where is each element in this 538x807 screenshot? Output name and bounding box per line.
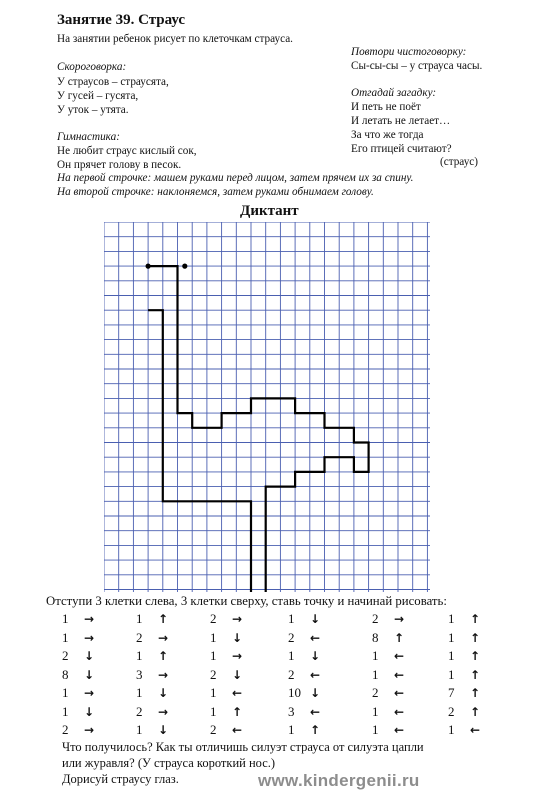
riddle-label: Отгадай загадку: (351, 87, 437, 99)
direction-arrow-icon: ↑ (470, 612, 481, 626)
step-count: 2 (288, 629, 295, 645)
direction-arrow-icon: ↓ (310, 612, 321, 626)
direction-arrow-icon: → (232, 612, 243, 626)
step-count: 10 (288, 685, 301, 700)
direction-arrow-icon: ↓ (310, 686, 321, 700)
direction-arrow-icon: → (394, 612, 405, 626)
command-step (372, 666, 442, 685)
direction-arrow-icon: → (84, 686, 95, 700)
dictation-title: Диктант (240, 203, 299, 219)
command-step (448, 684, 518, 703)
step-count: 2 (62, 722, 69, 737)
tongue-twister-line: У страусов – страусята, (57, 76, 169, 88)
command-step (210, 610, 280, 629)
command-step (62, 721, 132, 740)
step-count: 1 (448, 666, 455, 682)
step-count: 2 (136, 703, 143, 719)
step-count: 2 (62, 648, 69, 663)
direction-arrow-icon: ↓ (158, 723, 169, 737)
direction-arrow-icon: ← (232, 686, 243, 700)
direction-arrow-icon: ↓ (84, 667, 95, 682)
command-step (136, 684, 206, 703)
direction-arrow-icon: ↑ (158, 612, 169, 626)
direction-arrow-icon: ↓ (84, 649, 95, 663)
step-count: 8 (372, 629, 379, 645)
direction-arrow-icon: → (84, 630, 95, 645)
step-count: 2 (210, 611, 217, 626)
command-step (210, 721, 280, 740)
step-count: 1 (210, 685, 217, 700)
tongue-twister-line: У гусей – гусята, (57, 90, 139, 102)
direction-arrow-icon: ↑ (470, 667, 481, 682)
step-count: 1 (448, 648, 455, 663)
command-step (288, 610, 358, 629)
gymnastics-line: Не любит страус кислый сок, (57, 145, 197, 157)
gymnastics-note: На первой строчке: машем руками перед лицом, затем прячем их за спину. (57, 172, 414, 184)
step-count: 1 (136, 611, 143, 626)
page-title: Занятие 39. Страус (57, 12, 186, 28)
riddle-line: И летать не летает… (351, 115, 451, 127)
command-step (136, 703, 206, 722)
command-column (62, 610, 132, 740)
step-count: 1 (372, 648, 379, 663)
direction-arrow-icon: ← (394, 723, 405, 737)
command-step (136, 666, 206, 685)
step-count: 1 (62, 629, 69, 645)
command-step (448, 629, 518, 648)
command-step (210, 629, 280, 648)
step-count: 8 (62, 666, 69, 682)
direction-arrow-icon: ↑ (470, 630, 481, 645)
direction-arrow-icon: ↓ (158, 686, 169, 700)
direction-arrow-icon: ← (394, 686, 405, 700)
command-column (372, 610, 442, 740)
direction-arrow-icon: → (158, 630, 169, 645)
command-column (210, 610, 280, 740)
step-count: 7 (448, 685, 455, 700)
intro-text: На занятии ребенок рисует по клеточкам страуса. (57, 33, 293, 45)
direction-arrow-icon: ← (310, 667, 321, 682)
gymnastics-line: Он прячет голову в песок. (57, 159, 182, 171)
direction-arrow-icon: ↓ (232, 630, 243, 645)
step-count: 2 (136, 629, 143, 645)
gymnastics-label: Гимнастика: (57, 131, 120, 143)
direction-arrow-icon: → (84, 723, 95, 737)
command-step (372, 610, 442, 629)
command-step (448, 703, 518, 722)
clean-talk-text: Сы-сы-сы – у страуса часы. (351, 60, 483, 72)
command-step (448, 647, 518, 666)
command-step (62, 629, 132, 648)
step-count: 1 (288, 611, 295, 626)
task-line: Дорисуй страусу глаз. (62, 772, 179, 786)
step-count: 3 (136, 666, 143, 682)
direction-arrow-icon: ← (394, 649, 405, 663)
step-count: 1 (210, 629, 217, 645)
graph-paper-grid (104, 222, 430, 592)
command-step (288, 684, 358, 703)
command-step (288, 647, 358, 666)
command-step (288, 666, 358, 685)
direction-arrow-icon: ← (394, 704, 405, 719)
command-step (136, 610, 206, 629)
step-count: 1 (62, 685, 69, 700)
direction-arrow-icon: ↑ (394, 630, 405, 645)
direction-arrow-icon: ← (310, 704, 321, 719)
command-step (210, 666, 280, 685)
command-step (372, 629, 442, 648)
direction-arrow-icon: ← (470, 723, 481, 737)
step-count: 1 (372, 666, 379, 682)
direction-arrow-icon: ↑ (470, 649, 481, 663)
gymnastics-note: На второй строчке: наклоняемся, затем руками обнимаем голову. (57, 186, 374, 198)
command-step (288, 703, 358, 722)
command-step (136, 629, 206, 648)
step-count: 1 (62, 611, 69, 626)
question-line: Что получилось? Как ты отличишь силуэт страуса от силуэта цапли (62, 740, 424, 754)
step-count: 2 (210, 666, 217, 682)
step-count: 1 (210, 703, 217, 719)
riddle-line: И петь не поёт (351, 101, 421, 113)
tongue-twister-label: Скороговорка: (57, 61, 127, 73)
direction-arrow-icon: → (158, 704, 169, 719)
direction-arrow-icon: ← (310, 630, 321, 645)
direction-arrow-icon: ← (232, 723, 243, 737)
step-count: 1 (372, 703, 379, 719)
direction-arrow-icon: → (84, 612, 95, 626)
direction-arrow-icon: ↑ (470, 704, 481, 719)
clean-talk-label: Повтори чистоговорку: (351, 46, 467, 58)
step-count: 1 (62, 703, 69, 719)
step-count: 1 (136, 722, 143, 737)
tongue-twister-line: У уток – утята. (57, 104, 129, 116)
site-watermark: www.kindergenii.ru (258, 771, 420, 790)
step-count: 2 (288, 666, 295, 682)
command-step (62, 684, 132, 703)
step-count: 1 (288, 722, 295, 737)
direction-arrow-icon: ↓ (232, 667, 243, 682)
dictation-instruction: Отступи 3 клетки слева, 3 клетки сверху, ставь точку и начинай рисовать: (46, 594, 447, 608)
step-count: 2 (448, 703, 455, 719)
step-count: 1 (448, 611, 455, 626)
step-count: 1 (136, 648, 143, 663)
command-step (448, 666, 518, 685)
command-step (372, 684, 442, 703)
command-step (210, 684, 280, 703)
command-step (62, 703, 132, 722)
step-count: 1 (136, 685, 143, 700)
direction-arrow-icon: → (158, 667, 169, 682)
ostrich-outline (148, 266, 369, 592)
riddle-line: Его птицей считают? (351, 143, 452, 155)
command-step (210, 647, 280, 666)
direction-arrow-icon: ↑ (310, 723, 321, 737)
command-step (62, 610, 132, 629)
direction-arrow-icon: → (232, 649, 243, 663)
riddle-answer: (страус) (440, 156, 478, 168)
start-dot (146, 264, 151, 269)
step-count: 3 (288, 703, 295, 719)
command-step (288, 721, 358, 740)
command-column (136, 610, 206, 740)
step-count: 1 (448, 722, 455, 737)
step-count: 1 (210, 648, 217, 663)
command-step (136, 647, 206, 666)
command-step (372, 647, 442, 666)
command-step (372, 703, 442, 722)
step-count: 2 (372, 685, 379, 700)
command-step (62, 647, 132, 666)
direction-arrow-icon: ↑ (158, 649, 169, 663)
direction-arrow-icon: ↑ (232, 704, 243, 719)
question-line: или журавля? (У страуса короткий нос.) (62, 756, 276, 770)
command-step (62, 666, 132, 685)
command-step (210, 703, 280, 722)
step-count: 2 (372, 611, 379, 626)
command-step (448, 721, 518, 740)
step-count: 2 (210, 722, 217, 737)
direction-arrow-icon: ↓ (310, 649, 321, 663)
command-step (372, 721, 442, 740)
eye-dot (182, 264, 187, 269)
step-count: 1 (448, 629, 455, 645)
command-step (448, 610, 518, 629)
command-column (288, 610, 358, 740)
step-count: 1 (372, 722, 379, 737)
step-count: 1 (288, 648, 295, 663)
riddle-line: За что же тогда (351, 129, 424, 141)
command-column (448, 610, 518, 740)
direction-arrow-icon: ↑ (470, 686, 481, 700)
direction-arrow-icon: ← (394, 667, 405, 682)
direction-arrow-icon: ↓ (84, 704, 95, 719)
command-step (288, 629, 358, 648)
command-step (136, 721, 206, 740)
